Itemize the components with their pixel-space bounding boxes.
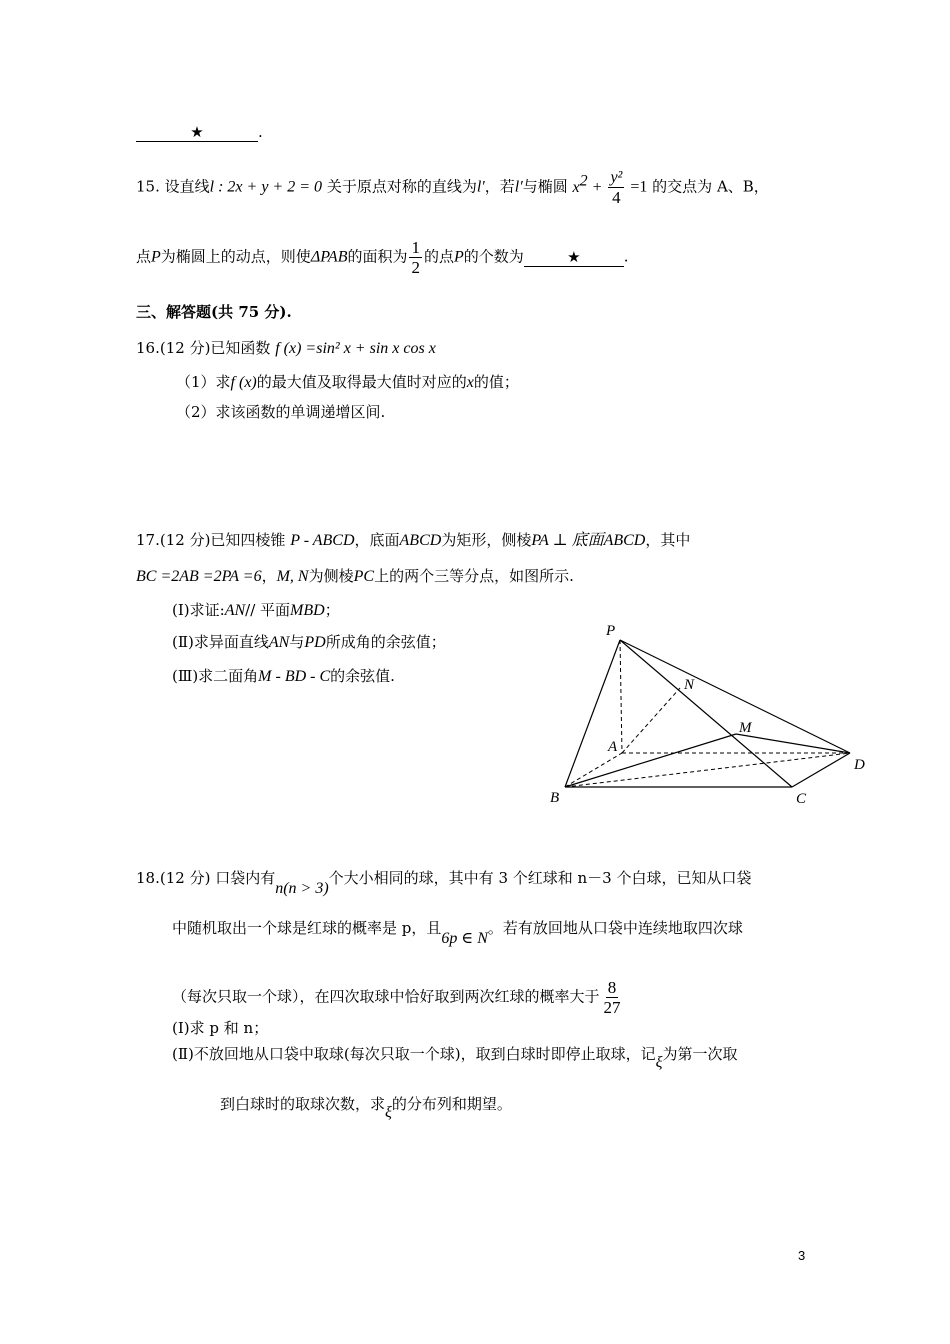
edge-pc	[620, 640, 792, 787]
label-m: M	[739, 720, 752, 736]
answer-blank-15: ★	[524, 248, 624, 267]
ellipse-equation: $x^2$ +	[572, 172, 607, 196]
q18-stem-2: 中随机取出一个球是红球的概率是 p，且6p ∈ N。若有放回地从口袋中连续地取四次球	[172, 919, 743, 947]
star-mark: ★	[136, 123, 258, 142]
edge-ab	[565, 753, 622, 787]
q16-part-2: （2）求该函数的单调递增区间.	[176, 403, 386, 421]
q17-stem-2: BC =2AB =2PA =6，M, N为侧棱PC上的两个三等分点，如图所示.	[136, 567, 574, 585]
edge-bm	[565, 734, 736, 787]
label-d: D	[854, 757, 865, 773]
label-a: A	[608, 739, 618, 755]
label-b: B	[550, 790, 560, 806]
fraction-8-over-27: $\frac{8}{27}$	[603, 978, 621, 1017]
q18-part-1: (Ⅰ)求 p 和 n；	[172, 1019, 269, 1037]
answer-blank-14: ★ .	[136, 122, 263, 142]
edge-pd	[620, 640, 850, 753]
triangle-pab: ΔPAB	[310, 248, 348, 266]
function-definition: f (x) =sin² x + sin x cos x	[275, 340, 436, 357]
q18-stem-3: （每次只取一个球），在四次取球中恰好取到两次红球的概率大于 $\frac{8}{27}$	[172, 978, 621, 1017]
label-p: P	[606, 623, 616, 639]
section-heading: 三、解答题(共 75 分).	[136, 303, 292, 321]
q15-number: 15.	[136, 177, 160, 196]
label-n: N	[684, 677, 695, 693]
q16-stem: 16.(12 分)已知函数 f (x) =sin² x + sin x cos x	[136, 339, 436, 357]
q16-part-1: （1）求f (x)的最大值及取得最大值时对应的x的值；	[176, 373, 519, 391]
q17-stem-1: 17.(12 分)已知四棱锥 P - ABCD，底面ABCD为矩形，侧棱PA ⊥ 底面ABCD，其中	[136, 531, 691, 549]
q18-stem-1: 18.(12 分) 口袋内有n(n > 3)个大小相同的球，其中有 3 个红球和 n－3 个白球，已知从口袋	[136, 869, 752, 897]
q17-part-3: (Ⅲ)求二面角M - BD - C的余弦值.	[172, 667, 395, 685]
diagonal-bd	[565, 753, 850, 787]
fraction-y2-over-4: $\frac{\text{y²}}{4}$	[610, 169, 623, 207]
segment-an	[622, 688, 680, 753]
q18-part-2: (Ⅱ)不放回地从口袋中取球(每次只取一个球)，取到白球时即停止取球，记ξ为第一次取	[172, 1045, 738, 1071]
edge-pa	[620, 640, 622, 753]
page-number: 3	[798, 1248, 806, 1263]
edge-cd	[792, 753, 850, 787]
q17-part-1: (Ⅰ)求证:AN// 平面MBD；	[172, 601, 340, 619]
q15-line-1: 15. 设直线l : 2x + y + 2 = 0 关于原点对称的直线为l′，若l′与椭圆 $x^2$ + $\frac{\text{y²}}{4}$ =1 的交点为 A、B，	[136, 169, 769, 207]
q17-part-2: (Ⅱ)求异面直线AN与PD所成角的余弦值；	[172, 633, 446, 651]
label-c: C	[796, 791, 807, 807]
q15-line-2: 点P为椭圆上的动点，则使ΔPAB的面积为 $\frac{1}{2}$ 的点P的个数为 ★ .	[136, 238, 629, 277]
line-equation: l : 2x + y + 2 = 0	[209, 178, 323, 196]
q18-part-2-cont: 到白球时的取球次数，求ξ的分布列和期望。	[220, 1095, 512, 1121]
edge-md	[736, 734, 850, 753]
pyramid-figure	[540, 615, 880, 815]
fraction-one-half: $\frac{1}{2}$	[411, 238, 420, 277]
edge-pb	[565, 640, 620, 787]
